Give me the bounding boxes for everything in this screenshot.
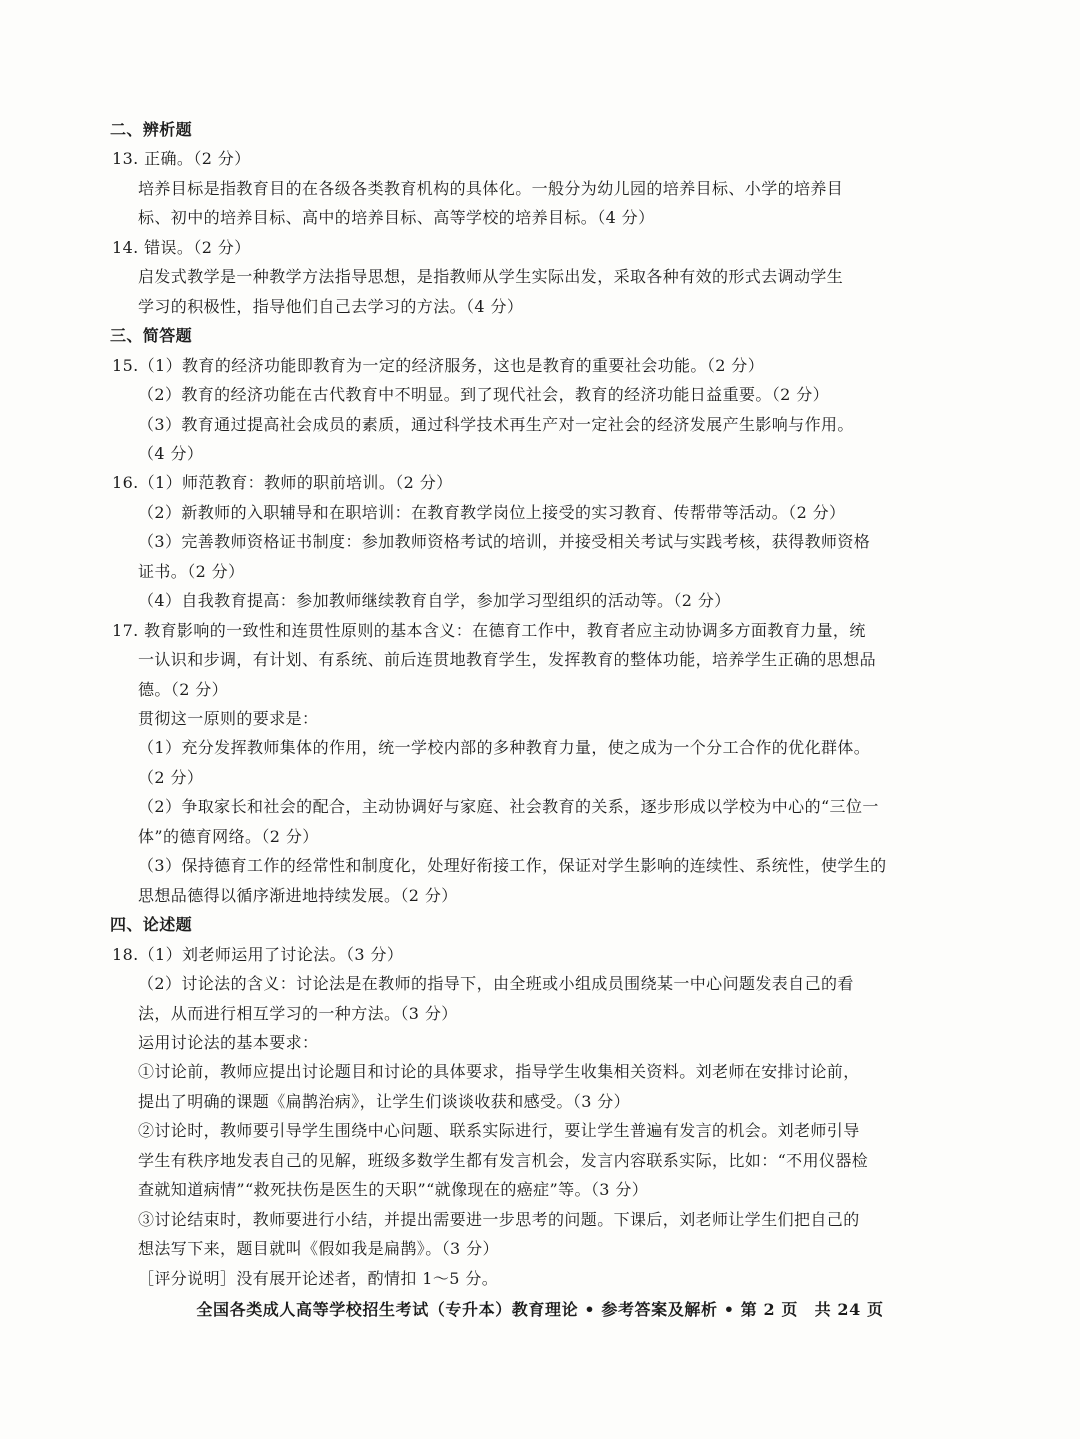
answer-line: （4）自我教育提高：参加教师继续教育自学，参加学习型组织的活动等。（2 分）: [138, 591, 731, 611]
answer-line: ［评分说明］没有展开论述者，酌情扣 1～5 分。: [138, 1268, 499, 1288]
question-line: 18.（1）刘老师运用了讨论法。（3 分）: [112, 944, 404, 964]
question-line: 17. 教育影响的一致性和连贯性原则的基本含义：在德育工作中，教育者应主动协调多方面教育力量，统: [112, 620, 866, 640]
answer-line: 查就知道病情”“救死扶伤是医生的天职”“就像现在的癌症”等。（3 分）: [138, 1180, 649, 1200]
answer-line: （3）完善教师资格证书制度：参加教师资格考试的培训，并接受相关考试与实践考核，获得教师资格: [138, 532, 871, 552]
section-heading: 二、辨析题: [110, 120, 193, 139]
answer-line: 体”的德育网络。（2 分）: [138, 826, 319, 846]
section-heading: 四、论述题: [110, 915, 193, 935]
question-line: 16.（1）师范教育：教师的职前培训。（2 分）: [112, 473, 453, 493]
answer-line: （2）讨论法的含义：讨论法是在教师的指导下，由全班或小组成员围绕某一中心问题发表自己的看: [138, 974, 854, 994]
answer-line: 德。（2 分）: [138, 679, 229, 699]
answer-line: 标、初中的培养目标、高中的培养目标、高等学校的培养目标。（4 分）: [138, 208, 655, 228]
answer-line: 证书。（2 分）: [138, 561, 245, 581]
section-heading: 三、简答题: [110, 326, 193, 346]
answer-line: 想法写下来，题目就叫《假如我是扁鹊》。（3 分）: [138, 1239, 499, 1259]
answer-line: 法，从而进行相互学习的一种方法。（3 分）: [138, 1003, 458, 1023]
answer-line: （3）保持德育工作的经常性和制度化，处理好衔接工作，保证对学生影响的连续性、系统性，使学生的: [138, 856, 887, 876]
answer-line: 运用讨论法的基本要求：: [138, 1032, 319, 1052]
answer-line: （2）新教师的入职辅导和在职培训：在教育教学岗位上接受的实习教育、传帮带等活动。（2 分）: [138, 502, 846, 522]
answer-line: ②讨论时，教师要引导学生围绕中心问题、联系实际进行，要让学生普遍有发言的机会。刘老师引导: [138, 1121, 860, 1141]
answer-line: 学生有秩序地发表自己的见解，班级多数学生都有发言机会，发言内容联系实际，比如：“不用仪器检: [138, 1150, 869, 1170]
answer-line: （2 分）: [138, 767, 204, 787]
answer-line: 启发式教学是一种教学方法指导思想，是指教师从学生实际出发，采取各种有效的形式去调动学生: [138, 267, 844, 287]
answer-line: 思想品德得以循序渐进地持续发展。（2 分）: [138, 885, 458, 905]
answer-line: 一认识和步调，有计划、有系统、前后连贯地教育学生，发挥教育的整体功能，培养学生正确的思想品: [138, 650, 877, 670]
question-line: 13. 正确。（2 分）: [112, 149, 251, 169]
answer-line: 提出了明确的课题《扁鹊治病》，让学生们谈谈收获和感受。（3 分）: [138, 1091, 631, 1111]
answer-line: （1）充分发挥教师集体的作用，统一学校内部的多种教育力量，使之成为一个分工合作的优化群体。: [138, 738, 871, 758]
question-line: 14. 错误。（2 分）: [112, 237, 251, 257]
answer-line: （2）争取家长和社会的配合，主动协调好与家庭、社会教育的关系，逐步形成以学校为中心的“三位一: [138, 797, 879, 817]
answer-line: 培养目标是指教育目的在各级各类教育机构的具体化。一般分为幼儿园的培养目标、小学的培养目: [138, 178, 844, 198]
answer-line: （3）教育通过提高社会成员的素质，通过科学技术再生产对一定社会的经济发展产生影响与作用。: [138, 414, 854, 434]
question-line: 15.（1）教育的经济功能即教育为一定的经济服务，这也是教育的重要社会功能。（2 分）: [112, 355, 765, 375]
answer-line: （2）教育的经济功能在古代教育中不明显。到了现代社会，教育的经济功能日益重要。（2 分）: [138, 385, 830, 405]
page-footer: 全国各类成人高等学校招生考试（专升本）教育理论 • 参考答案及解析 • 第 2 页 共 24 页: [196, 1300, 884, 1319]
answer-line: ③讨论结束时，教师要进行小结，并提出需要进一步思考的问题。下课后，刘老师让学生们把自己的: [138, 1209, 860, 1229]
answer-line: ①讨论前，教师应提出讨论题目和讨论的具体要求，指导学生收集相关资料。刘老师在安排讨论前，: [138, 1062, 860, 1082]
answer-line: 贯彻这一原则的要求是：: [138, 709, 319, 728]
answer-line: （4 分）: [138, 443, 204, 463]
answer-line: 学习的积极性，指导他们自己去学习的方法。（4 分）: [138, 296, 524, 316]
